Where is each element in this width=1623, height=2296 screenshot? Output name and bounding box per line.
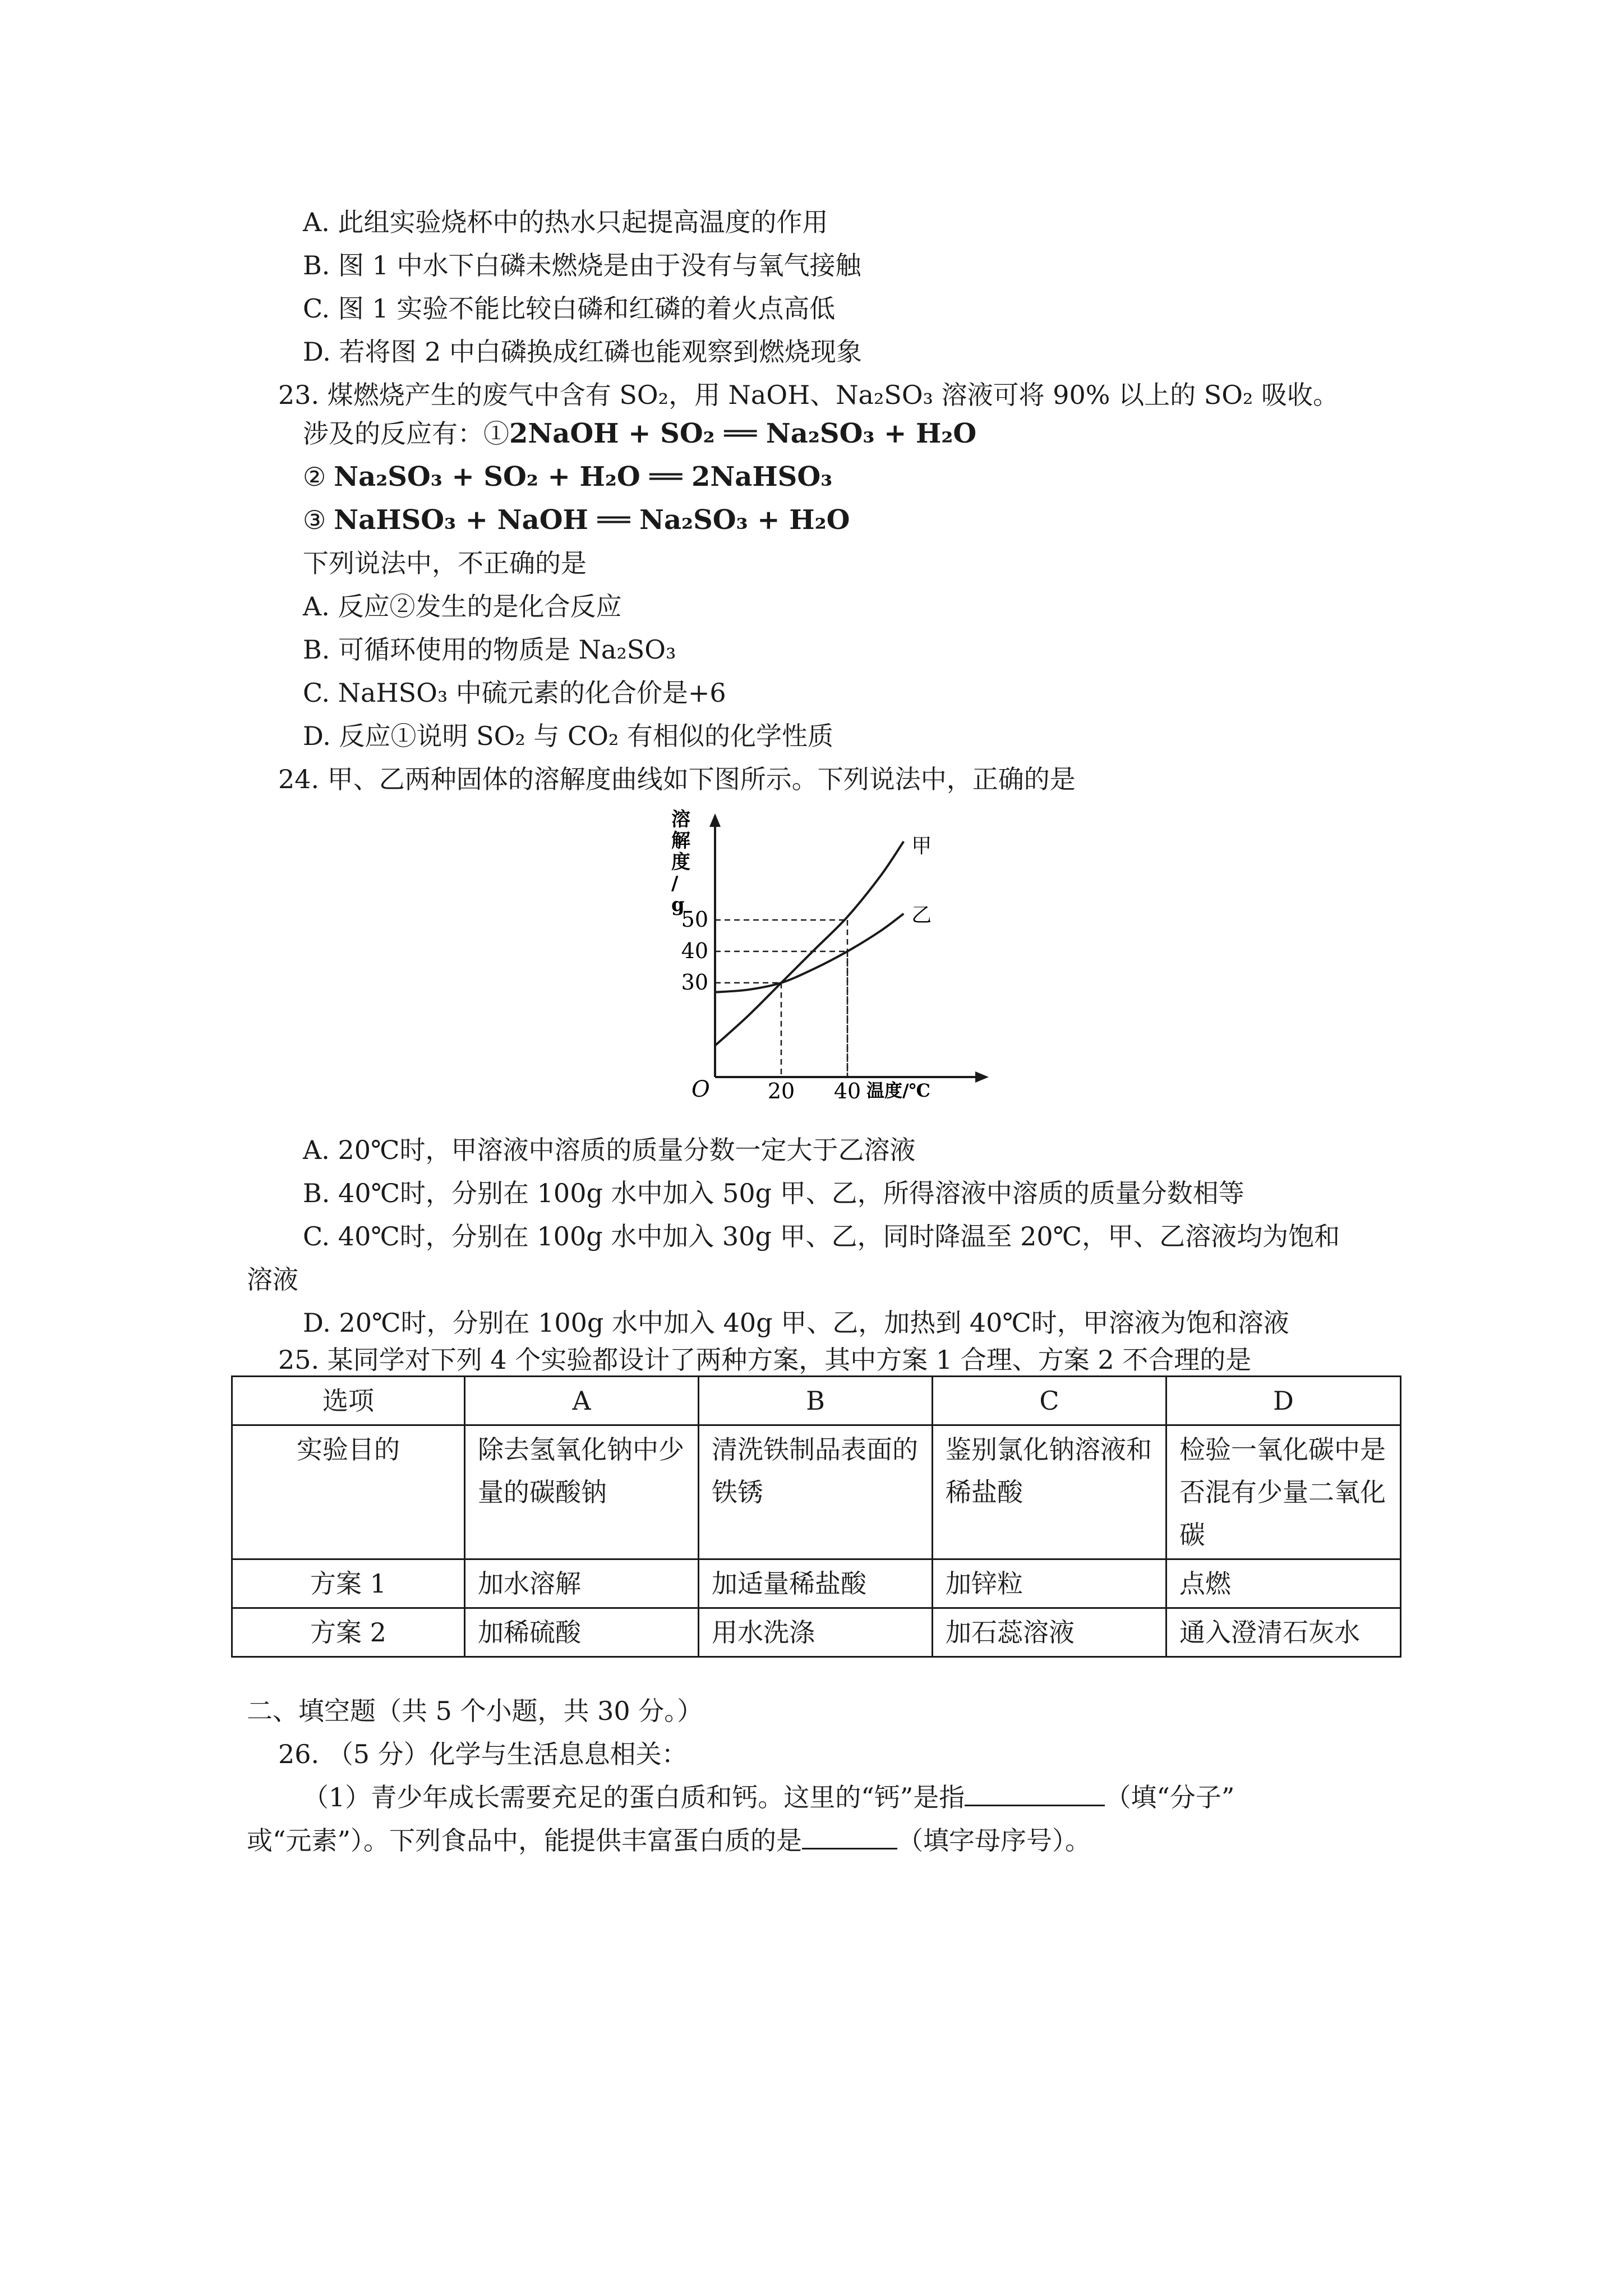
x-tick-label: 40: [833, 1079, 861, 1103]
q22-option-d: D. 若将图 2 中白磷换成红磷也能观察到燃烧现象: [303, 337, 862, 367]
q26-part-1-text-b: （填“分子”: [1105, 1782, 1235, 1812]
q24-option-b: B. 40℃时，分别在 100g 水中加入 50g 甲、乙，所得溶液中溶质的质量分数相等: [303, 1178, 1244, 1208]
q24-option-a: A. 20℃时，甲溶液中溶质的质量分数一定大于乙溶液: [303, 1135, 916, 1165]
section-2-title: 二、填空题（共 5 个小题，共 30 分。）: [247, 1696, 703, 1726]
q26-stem: 26. （5 分）化学与生活息息相关：: [278, 1739, 688, 1769]
table-header-cell: 选项: [232, 1377, 465, 1425]
table-header-cell: A: [465, 1377, 699, 1425]
table-cell: 通入澄清石灰水: [1166, 1608, 1401, 1657]
series-label-2: 乙: [911, 903, 932, 927]
table-cell: 方案 1: [232, 1559, 465, 1608]
table-cell: 清洗铁制品表面的铁锈: [699, 1425, 933, 1559]
q24-stem: 24. 甲、乙两种固体的溶解度曲线如下图所示。下列说法中，正确的是: [278, 764, 1076, 794]
q26-part-1-line-1: [303, 1780, 1234, 1814]
q26-part-1-text-a: （1）青少年成长需要充足的蛋白质和钙。这里的“钙”是指: [303, 1782, 965, 1812]
series-label-1: 甲: [911, 835, 932, 858]
q23-option-b: B. 可循环使用的物质是 Na₂SO₃: [303, 634, 676, 665]
y-tick-label: 30: [681, 970, 708, 995]
q24-option-c: C. 40℃时，分别在 100g 水中加入 30g 甲、乙，同时降温至 20℃，甲、乙溶液均为饱和: [303, 1221, 1340, 1251]
solubility-chart: [653, 808, 990, 1111]
q23-stem: 23. 煤燃烧产生的废气中含有 SO₂，用 NaOH、Na₂SO₃ 溶液可将 90% 以上的 SO₂ 吸收。: [278, 380, 1339, 410]
table-cell: 加水溶解: [465, 1559, 699, 1608]
table-header-cell: B: [699, 1377, 933, 1425]
q23-equation-2: [303, 460, 832, 494]
q23-option-d: D. 反应①说明 SO₂ 与 CO₂ 有相似的化学性质: [303, 721, 833, 751]
x-axis-label: 温度/℃: [866, 1080, 931, 1101]
q24-option-d: D. 20℃时，分别在 100g 水中加入 40g 甲、乙，加热到 40℃时，甲溶液为饱和溶液: [303, 1308, 1289, 1338]
table-cell: 加锌粒: [933, 1559, 1166, 1608]
y-axis-label-char: 解: [671, 830, 690, 852]
q22-option-b: B. 图 1 中水下白磷未燃烧是由于没有与氧气接触: [303, 250, 861, 280]
x-tick-label: 20: [767, 1079, 795, 1103]
table-cell: 方案 2: [232, 1608, 465, 1657]
q25-options-table: [231, 1375, 1401, 1658]
q22-option-c: C. 图 1 实验不能比较白磷和红磷的着火点高低: [303, 293, 836, 324]
q24-option-c-continued: 溶液: [247, 1264, 298, 1295]
q23-question: 下列说法中，不正确的是: [303, 548, 587, 578]
table-cell: 用水洗涤: [699, 1608, 933, 1657]
table-cell: 除去氢氧化钠中少量的碳酸钠: [465, 1425, 699, 1559]
table-row: [232, 1559, 1401, 1608]
table-cell: 鉴别氯化钠溶液和稀盐酸: [933, 1425, 1166, 1559]
equation-2: Na₂SO₃ + SO₂ + H₂O ══ 2NaHSO₃: [334, 461, 833, 493]
equation-2-label: ②: [303, 462, 326, 492]
x-axis-arrow-icon: [975, 1071, 989, 1083]
q23-equation-1: [303, 417, 976, 450]
table-header-cell: D: [1166, 1377, 1401, 1425]
q26-part-1-line-2: [247, 1824, 1091, 1857]
answer-blank-2[interactable]: [802, 1824, 897, 1849]
y-axis-label-char: 溶: [671, 808, 690, 831]
y-axis-label-char: /: [671, 872, 679, 895]
table-cell: 实验目的: [232, 1425, 465, 1559]
y-tick-label: 50: [681, 907, 708, 932]
table-row: [232, 1425, 1401, 1559]
table-header-cell: C: [933, 1377, 1166, 1425]
table-cell: 检验一氧化碳中是否混有少量二氧化碳: [1166, 1425, 1401, 1559]
chart-guide-lines: [715, 920, 847, 1077]
q26-part-1-text-c: 或“元素”）。下列食品中，能提供丰富蛋白质的是: [247, 1825, 803, 1856]
table-row: [232, 1608, 1401, 1657]
table-header-row: [232, 1377, 1401, 1425]
y-axis-label-char: 度: [671, 851, 690, 873]
table-cell: 点燃: [1166, 1559, 1401, 1608]
y-axis-label: [671, 808, 690, 916]
table-cell: 加适量稀盐酸: [699, 1559, 933, 1608]
chart-tick-labels: [681, 907, 861, 1103]
chart-series: [715, 835, 932, 1046]
series-line-1: [715, 841, 903, 1046]
table-cell: 加稀硫酸: [465, 1608, 699, 1657]
q23-equation-3: [303, 503, 850, 537]
equation-3: NaHSO₃ + NaOH ══ Na₂SO₃ + H₂O: [334, 504, 850, 536]
y-axis-arrow-icon: [709, 813, 721, 827]
series-line-2: [715, 914, 903, 992]
equation-1: 2NaOH + SO₂ ══ Na₂SO₃ + H₂O: [509, 418, 977, 449]
origin-label: O: [691, 1076, 710, 1102]
q23-option-c: C. NaHSO₃ 中硫元素的化合价是+6: [303, 678, 726, 708]
y-axis-label-char: g: [671, 894, 685, 916]
y-tick-label: 40: [681, 938, 708, 963]
table-cell: 加石蕊溶液: [933, 1608, 1166, 1657]
q22-option-a: A. 此组实验烧杯中的热水只起提高温度的作用: [303, 207, 828, 237]
q26-part-1-text-d: （填字母序号）。: [897, 1825, 1091, 1856]
q25-stem: 25. 某同学对下列 4 个实验都设计了两种方案，其中方案 1 合理、方案 2 不合理的是: [278, 1345, 1252, 1375]
q23-intro: 涉及的反应有：①: [303, 418, 509, 449]
q23-option-a: A. 反应②发生的是化合反应: [303, 591, 622, 622]
answer-blank-1[interactable]: [965, 1781, 1105, 1806]
equation-3-label: ③: [303, 505, 326, 535]
